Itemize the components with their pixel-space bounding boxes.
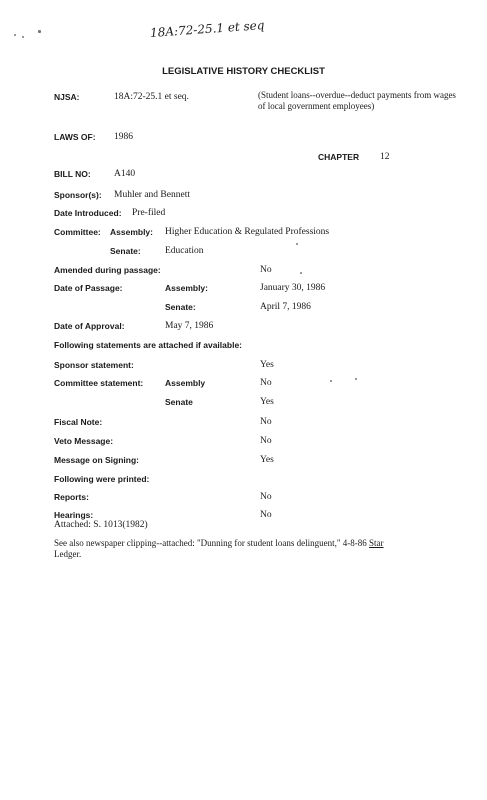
- bill-no-label: BILL NO:: [54, 169, 91, 179]
- date-introduced-value: Pre-filed: [132, 208, 166, 218]
- committee-senate-value: Education: [165, 246, 204, 256]
- scan-speck: [296, 243, 298, 245]
- amended-value: No: [260, 265, 272, 275]
- chapter-label: CHAPTER: [318, 152, 360, 162]
- amended-label: Amended during passage:: [54, 265, 161, 275]
- committee-assembly-value: Higher Education & Regulated Professions: [165, 227, 330, 237]
- committee-statement-assembly-value: No: [260, 378, 272, 388]
- passage-senate-value: April 7, 1986: [260, 302, 311, 312]
- committee-statement-assembly-label: Assembly: [165, 378, 206, 388]
- following-attached-heading: Following statements are attached if available:: [54, 340, 242, 350]
- committee-assembly-label: Assembly:: [110, 227, 153, 237]
- see-also-text: See also newspaper clipping--attached: "Dunning for student loans delinguent," 4-8-86: [54, 538, 370, 548]
- scan-speck: [22, 36, 24, 38]
- sponsor-statement-value: Yes: [260, 360, 274, 370]
- njsa-label: NJSA:: [54, 92, 80, 102]
- approval-label: Date of Approval:: [54, 321, 125, 331]
- veto-message-label: Veto Message:: [54, 436, 114, 446]
- committee-statement-label: Committee statement:: [54, 378, 144, 388]
- hearings-attached: Attached: S. 1013(1982): [54, 520, 148, 530]
- reports-label: Reports:: [54, 492, 89, 502]
- message-on-signing-value: Yes: [260, 455, 274, 465]
- committee-label: Committee:: [54, 227, 101, 237]
- scan-speck: [355, 378, 357, 380]
- reports-value: No: [260, 492, 272, 502]
- hearings-value: No: [260, 510, 272, 520]
- scan-speck: [38, 30, 41, 33]
- hearings-label: Hearings:: [54, 510, 94, 520]
- committee-statement-senate-label: Senate: [165, 397, 193, 407]
- passage-label: Date of Passage:: [54, 283, 123, 293]
- fiscal-note-value: No: [260, 417, 272, 427]
- date-introduced-label: Date Introduced:: [54, 208, 122, 218]
- passage-senate-label: Senate:: [165, 302, 196, 312]
- message-on-signing-label: Message on Signing:: [54, 455, 140, 465]
- handwritten-citation: 18A:72-25.1 et seq: [149, 18, 265, 40]
- sponsors-value: Muhler and Bennett: [114, 190, 190, 200]
- scan-speck: [300, 272, 302, 274]
- veto-message-value: No: [260, 436, 272, 446]
- see-also-underlined: Star: [369, 538, 384, 548]
- following-printed-heading: Following were printed:: [54, 474, 150, 484]
- scan-speck: [330, 380, 332, 382]
- see-also-note: [54, 538, 454, 560]
- approval-value: May 7, 1986: [165, 321, 214, 331]
- passage-assembly-value: January 30, 1986: [260, 283, 326, 293]
- laws-of-label: LAWS OF:: [54, 132, 96, 142]
- chapter-value: 12: [380, 152, 390, 162]
- passage-assembly-label: Assembly:: [165, 283, 208, 293]
- committee-statement-senate-value: Yes: [260, 397, 274, 407]
- committee-senate-label: Senate:: [110, 246, 141, 256]
- sponsor-statement-label: Sponsor statement:: [54, 360, 134, 370]
- see-also-tail: Ledger.: [54, 549, 82, 559]
- fiscal-note-label: Fiscal Note:: [54, 417, 103, 427]
- page-title: LEGISLATIVE HISTORY CHECKLIST: [162, 66, 325, 77]
- scan-speck: [14, 34, 16, 36]
- bill-no-value: A140: [114, 169, 136, 179]
- laws-of-value: 1986: [114, 132, 133, 142]
- njsa-description: (Student loans--overdue--deduct payments from wages of local government employees): [258, 90, 456, 111]
- sponsors-label: Sponsor(s):: [54, 190, 102, 200]
- njsa-value: 18A:72-25.1 et seq.: [114, 92, 189, 102]
